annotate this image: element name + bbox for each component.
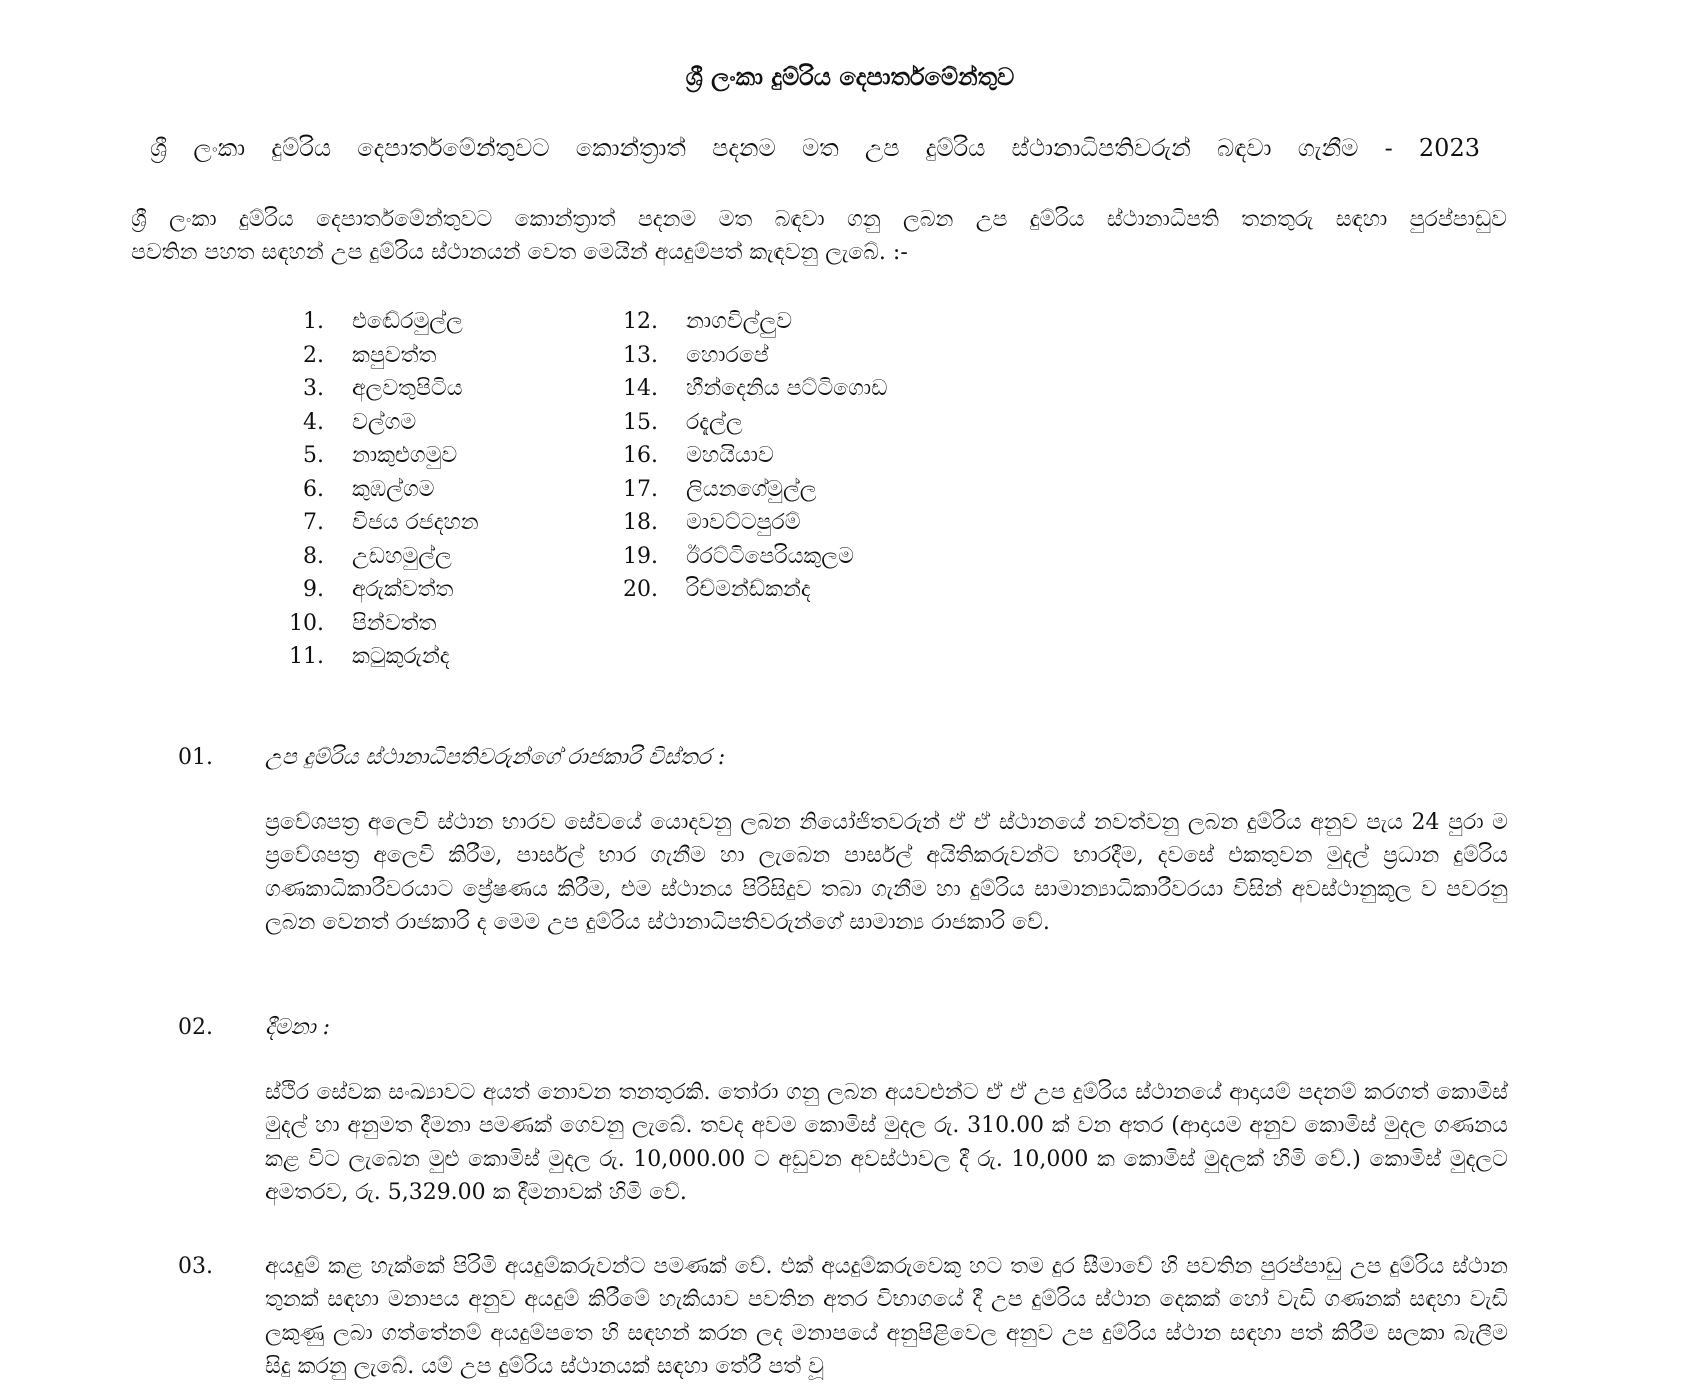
section-duties bbox=[178, 745, 1508, 939]
section-heading-row bbox=[178, 1015, 1508, 1040]
intro-paragraph bbox=[131, 203, 1507, 269]
list-item: 10. පින්වත්ත bbox=[289, 610, 437, 636]
list-item: 20. රිච්මන්ඩ්කන්ද bbox=[623, 577, 811, 603]
document-title: ශ්‍රී ලංකා දුම්රිය දෙපාර්තමේන්තුව bbox=[685, 62, 1015, 91]
list-item: 19. ඊරට්ටිපෙරියකුලම bbox=[623, 543, 854, 569]
list-item: 11. කටුකුරුන්ද bbox=[289, 644, 450, 670]
list-item: 12. නාගවිල්ලුව bbox=[623, 309, 793, 335]
section-body: ප්‍රවේශපත්‍ර අලෙවි ස්ථාන භාරව සේවයේ යොදවනු ලබන නියෝජිතවරුන් ඒ ඒ ස්ථානයේ නවත්වනු ලබන දුම්රිය අනුව පැය 24 පුරා ම ප්‍රවේශපත්‍ර අලෙවි කිරීම, පාර්සල් භාර ගැනීම හා ලැබෙන පාර්සල් අයිතිකරුවන්ට භාරදීම, දවසේ එකතුවන මුදල් ප්‍රධාන දුම්රිය ගණකාධිකාරීවරයාට ප්‍රේෂණය කිරීම, එම ස්ථානය පිරිසිදුව තබා ගැනීම හා දුම්රිය සාමාන්‍යාධිකාරීවරයා විසින් අවස්ථානුකූල ව පවරනු ලබන වෙනත් රාජකාරි ද මෙම උප දුම්රිය ස්ථානාධිපතිවරුන්ගේ සාමාන්‍ය රාජකාරි වේ. bbox=[265, 810, 1508, 935]
list-item: 13. හොරපේ bbox=[623, 342, 769, 368]
section-body: අයදුම් කළ හැක්කේ පිරිමි අයදුම්කරුවන්ට පමණක් වේ. එක් අයදුම්කරුවෙකු හට තම දුර සීමාවේ හි පවතින පුරප්පාඩු උප දුම්රිය ස්ථාන තුනක් සඳහා මනාපය අනුව අයදුම් කිරීමේ හැකියාව පවතින අතර විභාගයේ දී උප දුම්රිය ස්ථාන දෙකක් හෝ වැඩි ගණනක් සඳහා වැඩි ලකුණු ලබා ගත්තේනම් අයදුම්පතෙ හි සඳහන් කරන ලද මනාපයේ අනුපිළිවෙල අනුව උප දුම්රිය ස්ථාන සඳහා පත් කිරීම සලකා බැලීම සිදු කරනු ලැබේ. යම් උප දුම්රිය ස්ථානයක් සඳහා තේරී පත් වූ bbox=[265, 1254, 1508, 1379]
list-item: 7. විජය රජදහන bbox=[303, 510, 479, 536]
list-item: 9. අරුක්වත්ත bbox=[303, 577, 454, 603]
station-list-right bbox=[620, 305, 887, 607]
list-item: 16. මහයියාව bbox=[623, 443, 774, 469]
list-item: 1. එඬේරමුල්ල bbox=[303, 309, 463, 335]
intro-line-2: පවතින පහත සඳහන් උප දුම්රිය ස්ථානයන් වෙත මෙයින් අයදුම්පත් කැඳවනු ලැබේ. :- bbox=[131, 240, 908, 265]
section-number: 03. bbox=[178, 1254, 213, 1279]
section-heading: උප දුම්රිය ස්ථානාධිපතිවරුන්ගේ රාජකාරි විස්තර : bbox=[265, 745, 726, 770]
list-item: 15. රදැල්ල bbox=[623, 409, 743, 435]
section-heading-row bbox=[178, 745, 1508, 770]
list-item: 3. අලවතුපිටිය bbox=[303, 376, 463, 402]
list-item: 8. උඩහමුල්ල bbox=[303, 543, 452, 569]
section-row bbox=[178, 1250, 1508, 1383]
list-item: 18. මාවට්ටපුරම් bbox=[623, 510, 801, 536]
list-item: 5. නාකුළුගමුව bbox=[303, 443, 458, 469]
section-body: ස්ථිර සේවක සංඛ්‍යාවට අයත් නොවන තනතුරකි. තෝරා ගනු ලබන අයවළුන්ට ඒ ඒ උප දුම්රිය ස්ථානයේ ආදායම් පදනම් කරගත් කොමිස් මුදල් හා අනුමත දීමනා පමණක් ගෙවනු ලැබේ. තවද අවම කොමිස් මුදල රු. 310.00 ක් වන අතර (ආදායම අනුව කොමිස් මුදල ගණනය කළ විට ලැබෙන මුළු කොමිස් මුදල රු. 10,000.00 ට අඩුවන අවස්ථාවල දී රු. 10,000 ක කොමිස් මුදලක් හිමි වේ.) කොමිස් මුදලට අමතරව, රු. 5,329.00 ක දීමනාවක් හිමි වේ. bbox=[265, 1080, 1508, 1205]
list-item: 2. කපුවත්ත bbox=[303, 342, 437, 368]
section-number: 01. bbox=[178, 745, 213, 770]
section-allowances bbox=[178, 1015, 1508, 1209]
list-item: 14. හීන්දෙනිය පට්ටිගොඩ bbox=[623, 376, 888, 402]
list-item: 4. වල්ගම bbox=[303, 409, 417, 435]
intro-line-1: ශ්‍රී ලංකා දුම්රිය දෙපාර්තමේන්තුවට කොන්ත්‍රාත් පදනම මත බඳවා ගනු ලබන උප දුම්රිය ස්ථානාධිපති තනතුරු සඳහා පුරප්පාඩුව bbox=[131, 207, 1507, 232]
station-list-left bbox=[288, 305, 479, 674]
section-number: 02. bbox=[178, 1015, 213, 1040]
section-heading: දීමනා : bbox=[265, 1015, 331, 1040]
list-item: 17. ලියනගේමුල්ල bbox=[623, 476, 817, 502]
list-item: 6. කුඹල්ගම bbox=[303, 476, 435, 502]
document-subtitle: ශ්‍රී ලංකා දුම්රිය දෙපාර්තමේන්තුවට කොන්ත්‍රාත් පදනම මත උප දුම්රිය ස්ථානාධිපතිවරුන් බඳවා ගැනීම - 2023 bbox=[150, 134, 1480, 162]
section-eligibility bbox=[178, 1250, 1508, 1386]
